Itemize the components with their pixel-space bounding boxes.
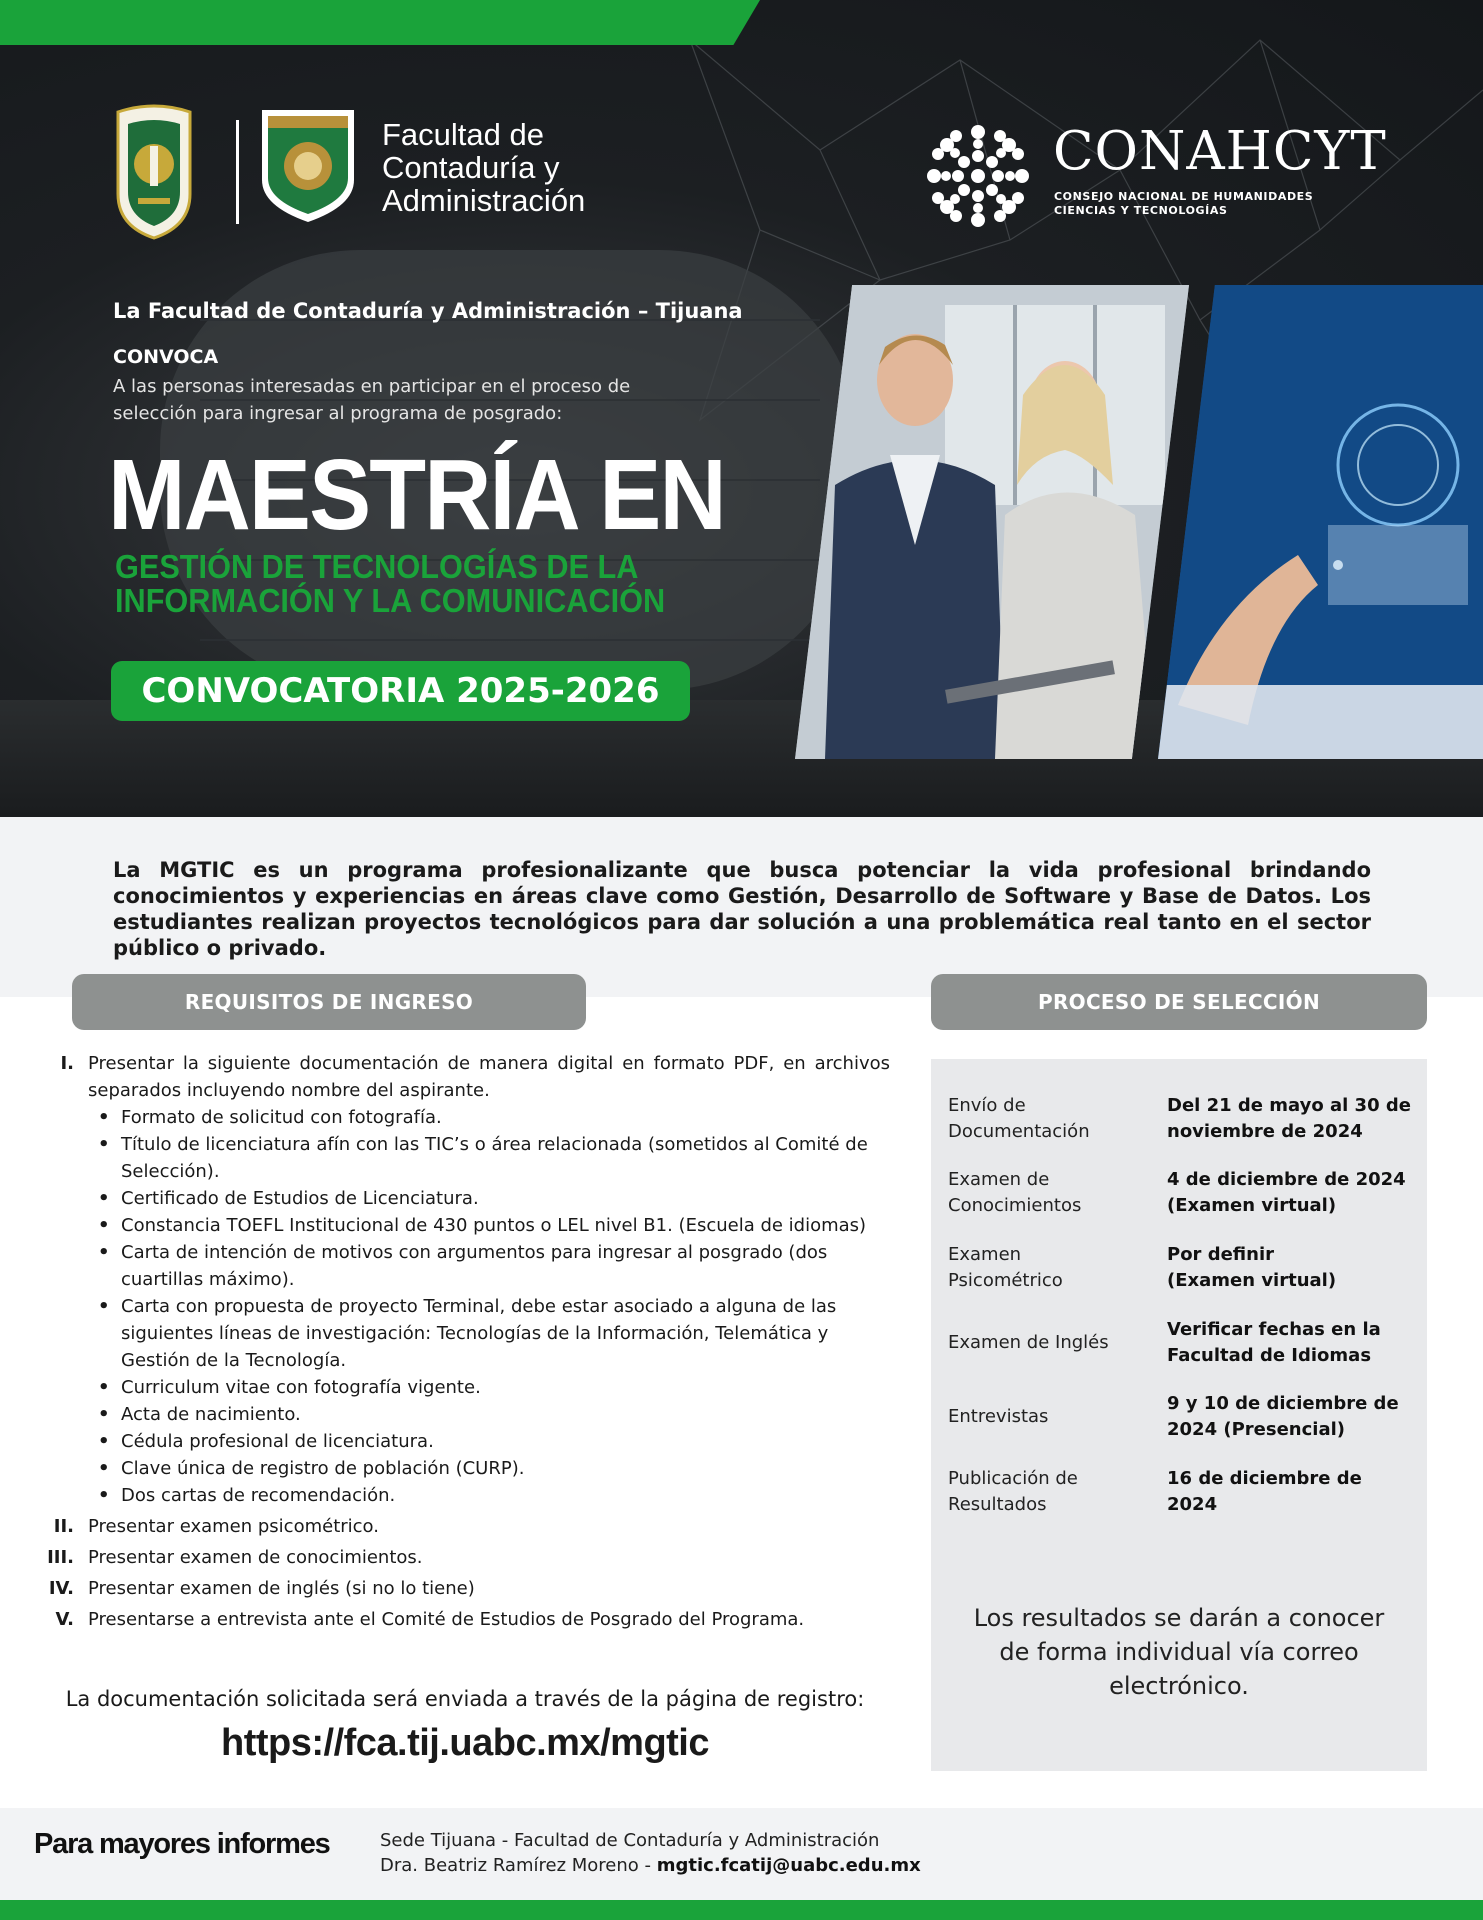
results-note: Los resultados se darán a conocer de forma individual vía correo electrónico. [973, 1604, 1385, 1700]
process-step: Examen de Conocimientos [948, 1169, 1082, 1216]
top-green-band [0, 0, 760, 45]
registration-link[interactable]: https://fca.tij.uabc.mx/mgtic [220, 1722, 710, 1764]
requirement-item [44, 1606, 890, 1633]
technology-hand-photo [1158, 285, 1483, 759]
hero-banner [0, 0, 1483, 817]
invitation-line: selección para ingresar al programa de posgrado: [113, 403, 563, 424]
process-date: Del 21 de mayo al 30 de noviembre de 2024 [1167, 1095, 1411, 1142]
requirement-number: IV. [48, 1578, 74, 1599]
requirement-number: V. [55, 1609, 74, 1630]
requirement-item [44, 1575, 890, 1602]
requirement-text: Presentarse a entrevista ante el Comité de Estudios de Posgrado del Programa. [88, 1609, 805, 1630]
conahcyt-subtitle [1054, 190, 1313, 218]
faculty-logo-text [382, 118, 585, 217]
faculty-heading: La Facultad de Contaduría y Administración – Tijuana [113, 299, 743, 323]
faculty-logo-line: Administración [382, 183, 586, 218]
conahcyt-subtitle-line: CONSEJO NACIONAL DE HUMANIDADES [1054, 190, 1314, 203]
requirement-number: II. [53, 1516, 74, 1537]
program-name-line: GESTIÓN DE TECNOLOGÍAS DE LA [115, 548, 639, 585]
conahcyt-name: CONAHCYT [1053, 121, 1387, 182]
selection-process-header: PROCESO DE SELECCIÓN [931, 974, 1427, 1030]
uabc-shield-icon [112, 102, 196, 240]
convocatoria-badge: CONVOCATORIA 2025-2026 [111, 661, 690, 721]
requirements-list [44, 1050, 890, 1633]
document-bullet: • Curriculum vitae con fotografía vigente. [88, 1374, 890, 1401]
footer-contact [380, 1855, 921, 1876]
contact-name: Dra. Beatriz Ramírez Moreno - [380, 1855, 657, 1876]
requirements-header: REQUISITOS DE INGRESO [72, 974, 586, 1030]
requirement-text: Presentar examen psicométrico. [88, 1516, 379, 1537]
document-bullet: • Formato de solicitud con fotografía. [88, 1104, 890, 1131]
document-bullet: • Acta de nacimiento. [88, 1401, 890, 1428]
convoca-heading: CONVOCA [113, 346, 219, 368]
invitation-line: A las personas interesadas en participar en el proceso de [113, 376, 631, 397]
process-step: Envío de Documentación [948, 1095, 1090, 1142]
bottom-green-band [0, 1900, 1483, 1920]
requirement-item [44, 1544, 890, 1571]
program-description: La MGTIC es un programa profesionalizante que busca potenciar la vida profesional brindando conocimientos y experiencias en áreas clave como Gestión, Desarrollo de Software y Base de Datos. Los estudiantes realizan proyectos tecnológicos para dar solución a una problemática real tanto en el sector público o privado. [113, 858, 1371, 960]
document-bullet: • Certificado de Estudios de Licenciatura. [88, 1185, 890, 1212]
requirement-text: Presentar la siguiente documentación de manera digital en formato PDF, en archivos separados incluyendo nombre del aspirante. [88, 1053, 890, 1101]
requirement-text: Presentar examen de conocimientos. [88, 1547, 423, 1568]
requirement-number: III. [47, 1547, 74, 1568]
document-bullet: • Dos cartas de recomendación. [88, 1482, 890, 1509]
faculty-logo-line: Facultad de [382, 117, 544, 152]
business-people-photo [795, 285, 1189, 759]
document-bullet: • Cédula profesional de licenciatura. [88, 1428, 890, 1455]
document-bullet: • Carta con propuesta de proyecto Terminal, debe estar asociado a alguna de las siguientes líneas de investigación: Tecnologías de la Información, Telemática y Gestión de la Tecnología. [88, 1293, 890, 1374]
requirement-item [44, 1050, 890, 1509]
process-date: 16 de diciembre de 2024 [1167, 1468, 1362, 1515]
process-step: Publicación de Resultados [948, 1468, 1078, 1515]
maestria-title: MAESTRÍA EN [108, 439, 725, 551]
selection-process-panel [931, 1059, 1427, 1771]
document-bullet: • Título de licenciatura afín con las TIC’s o área relacionada (sometidos al Comité de Selección). [88, 1131, 890, 1185]
process-step: Examen Psicométrico [948, 1244, 1063, 1291]
conahcyt-subtitle-line: CIENCIAS Y TECNOLOGÍAS [1054, 204, 1228, 217]
process-date: Verificar fechas en la Facultad de Idiomas [1167, 1319, 1381, 1366]
registration-note: La documentación solicitada será enviada a través de la página de registro: [65, 1687, 865, 1711]
document-bullet: • Clave única de registro de población (CURP). [88, 1455, 890, 1482]
process-date: Por definir (Examen virtual) [1167, 1244, 1337, 1291]
logo-divider [236, 120, 239, 224]
process-step: Examen de Inglés [948, 1332, 1109, 1353]
footer-campus: Sede Tijuana - Facultad de Contaduría y Administración [380, 1830, 880, 1851]
process-step: Entrevistas [948, 1406, 1049, 1427]
contact-email[interactable]: mgtic.fcatij@uabc.edu.mx [656, 1855, 921, 1876]
faculty-logo-line: Contaduría y [382, 150, 560, 185]
conahcyt-dots-icon [920, 118, 1036, 234]
process-date: 4 de diciembre de 2024 (Examen virtual) [1167, 1169, 1406, 1216]
footer-title: Para mayores informes [34, 1828, 330, 1860]
program-name [115, 550, 665, 618]
document-bullet: • Carta de intención de motivos con argumentos para ingresar al posgrado (dos cuartillas máximo). [88, 1239, 890, 1293]
requirement-number: I. [60, 1053, 74, 1074]
document-bullet: • Constancia TOEFL Institucional de 430 puntos o LEL nivel B1. (Escuela de idiomas) [88, 1212, 890, 1239]
requirement-item [44, 1513, 890, 1540]
program-name-line: INFORMACIÓN Y LA COMUNICACIÓN [115, 582, 666, 619]
invitation-text [113, 373, 713, 427]
process-date: 9 y 10 de diciembre de 2024 (Presencial) [1167, 1393, 1399, 1440]
fca-shield-icon [258, 106, 358, 224]
requirement-text: Presentar examen de inglés (si no lo tiene) [88, 1578, 475, 1599]
